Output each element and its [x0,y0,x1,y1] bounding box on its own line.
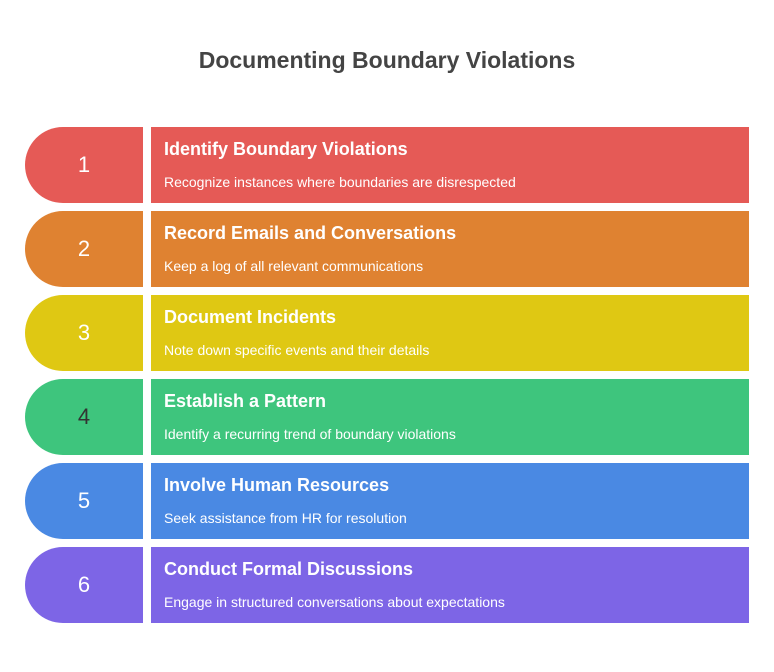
step-title: Involve Human Resources [164,475,390,495]
step-description: Keep a log of all relevant communications [164,258,424,274]
step-description: Recognize instances where boundaries are disrespected [164,174,516,190]
steps-list [25,127,749,631]
step-4 [25,379,749,455]
step-6 [25,547,749,623]
step-number: 4 [25,379,143,455]
step-1 [25,127,749,203]
step-number: 5 [25,463,143,539]
step-5 [25,463,749,539]
step-2 [25,211,749,287]
step-card [151,211,749,287]
step-title: Conduct Formal Discussions [164,559,414,579]
step-number: 6 [25,547,143,623]
step-title: Identify Boundary Violations [164,139,408,159]
step-card [151,463,749,539]
step-description: Engage in structured conversations about expectations [164,594,505,610]
step-card [151,379,749,455]
step-number: 1 [25,127,143,203]
step-description: Note down specific events and their details [164,342,430,358]
step-description: Identify a recurring trend of boundary violations [164,426,456,442]
step-number: 3 [25,295,143,371]
step-card [151,547,749,623]
step-title: Record Emails and Conversations [164,223,457,243]
step-card [151,295,749,371]
step-card [151,127,749,203]
step-title: Establish a Pattern [164,391,327,411]
step-description: Seek assistance from HR for resolution [164,510,407,526]
step-number: 2 [25,211,143,287]
diagram-title: Documenting Boundary Violations [198,47,576,73]
step-title: Document Incidents [164,307,337,327]
step-3 [25,295,749,371]
